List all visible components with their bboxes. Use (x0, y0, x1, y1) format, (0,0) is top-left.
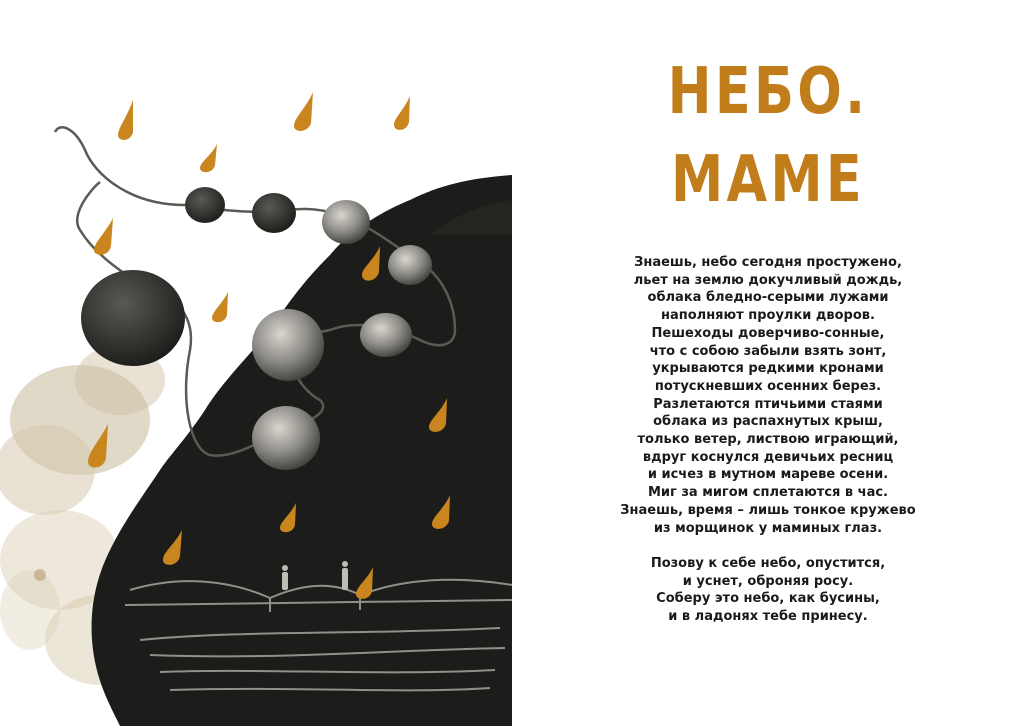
poem-line: вдруг коснулся девичьих ресниц (642, 449, 894, 465)
poem-line: потускневших осенних берез. (654, 378, 882, 394)
poem-line: и в ладонях тебе принесу. (668, 609, 868, 625)
poem-line: и исчез в мутном мареве осени. (647, 467, 889, 483)
poem-line: льет на землю докучливый дождь, (633, 272, 903, 288)
poem-line: Позову к себе небо, опустится, (650, 555, 886, 571)
poem-line: облака бледно-серыми лужами (647, 290, 889, 306)
poem-line: Миг за мигом сплетаются в час. (647, 485, 888, 501)
poem-line: что с собою забыли взять зонт, (649, 343, 887, 359)
poem-title (558, 48, 978, 224)
poem-line: Разлетаются птичьими стаями (653, 396, 883, 412)
poem-title-line-2: МАМЕ (670, 143, 866, 217)
poem-line: и уснет, оброняя росу. (682, 573, 854, 589)
poem-line: укрываются редкими кронами (652, 361, 884, 377)
poem-line: из морщинок у маминых глаз. (653, 520, 883, 536)
poem-line: Знаешь, небо сегодня простужено, (634, 255, 902, 270)
poem-line: Пешеходы доверчиво-сонные, (651, 325, 885, 341)
text-page (512, 0, 1024, 726)
poem-line: наполняют проулки дворов. (661, 308, 875, 324)
poem-body (512, 254, 1024, 643)
poem-line: Соберу это небо, как бусины, (656, 591, 880, 607)
poem-line: облака из распахнутых крыш, (653, 414, 883, 430)
poem-stanza-1 (512, 254, 1024, 537)
poem-line: только ветер, листвою играющий, (637, 432, 899, 448)
poem-line: Знаешь, время – лишь тонкое кружево (620, 502, 916, 518)
poem-title-line-1: НЕБО. (667, 55, 869, 129)
poem-stanza-2 (512, 555, 1024, 626)
